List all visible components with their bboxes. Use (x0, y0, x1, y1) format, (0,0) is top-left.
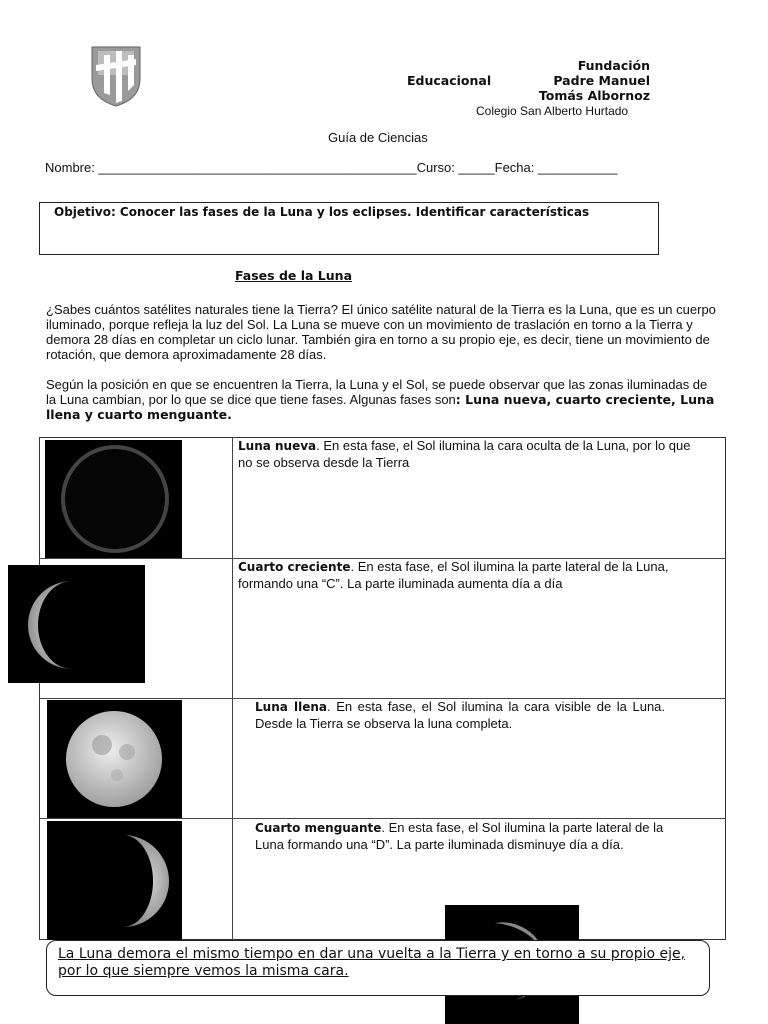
objective-text: Objetivo: Conocer las fases de la Luna y los eclipses. Identificar características (54, 205, 590, 219)
phase-title: Cuarto creciente (238, 560, 351, 574)
waning-quarter-image (47, 821, 182, 940)
phase-description (238, 559, 708, 591)
section-title: Fases de la Luna (235, 268, 352, 283)
full-moon-image (47, 700, 182, 818)
phase-description (255, 820, 665, 852)
waxing-crescent-image (8, 565, 145, 683)
school-name: Colegio San Alberto Hurtado (476, 104, 629, 118)
student-info-line: Nombre: ____________________________________________Curso: _____Fecha: ___________ (45, 160, 618, 175)
new-moon-image (45, 440, 182, 558)
school-shield-logo (90, 45, 142, 107)
institution-line1: Fundación (577, 58, 650, 73)
paragraph-phases-text: Según la posición en que se encuentren la Tierra, la Luna y el Sol, se puede observar que las zonas iluminadas de la Luna cambian, por lo que se dice que tiene fases. Algunas fases son (46, 377, 708, 407)
institution-name (539, 58, 650, 103)
note-text: La Luna demora el mismo tiempo en dar una vuelta a la Tierra y en torno a su propio eje, por lo que siempre vemos la misma cara. (58, 946, 686, 979)
table-column-divider (232, 437, 233, 940)
table-row-divider (39, 818, 726, 819)
phase-title: Luna nueva (238, 439, 317, 453)
phase-description (255, 699, 665, 731)
phase-text: . En esta fase, el Sol ilumina la cara visible de la Luna. Desde la Tierra se observa la luna completa. (255, 699, 666, 731)
phase-text: . En esta fase, el Sol ilumina la parte lateral de la Luna, formando una “C”. La parte iluminada aumenta día a día (238, 559, 669, 591)
paragraph-phases (46, 377, 716, 422)
institution-line3: Tomás Albornoz (538, 88, 650, 103)
phase-title: Luna llena (255, 700, 327, 714)
phase-text: . En esta fase, el Sol ilumina la cara oculta de la Luna, por lo que no se observa desde la Tierra (238, 438, 691, 470)
phase-text: . En esta fase, el Sol ilumina la parte lateral de la Luna formando una “D”. La parte iluminada disminuye día a día. (255, 820, 664, 852)
phase-description (238, 438, 708, 470)
phase-title: Cuarto menguante (255, 821, 382, 835)
paragraph-intro: ¿Sabes cuántos satélites naturales tiene la Tierra? El único satélite natural de la Tierra es la Luna, que es un cuerpo iluminado, porque refleja la luz del Sol. La Luna se mueve con un movimiento de traslación en torno a la Tierra y demora 28 días en completar un ciclo lunar. También gira en torno a su propio eje, es decir, tiene un movimiento de rotación, que demora aproximadamente 28 días. (46, 302, 716, 362)
institution-line2b: Padre Manuel (553, 73, 650, 88)
paragraph-phases-bold: : Luna nueva, cuarto creciente, Luna llena y cuarto menguante. (46, 392, 715, 422)
guide-title: Guía de Ciencias (328, 130, 428, 145)
institution-line2a: Educacional (407, 73, 492, 88)
